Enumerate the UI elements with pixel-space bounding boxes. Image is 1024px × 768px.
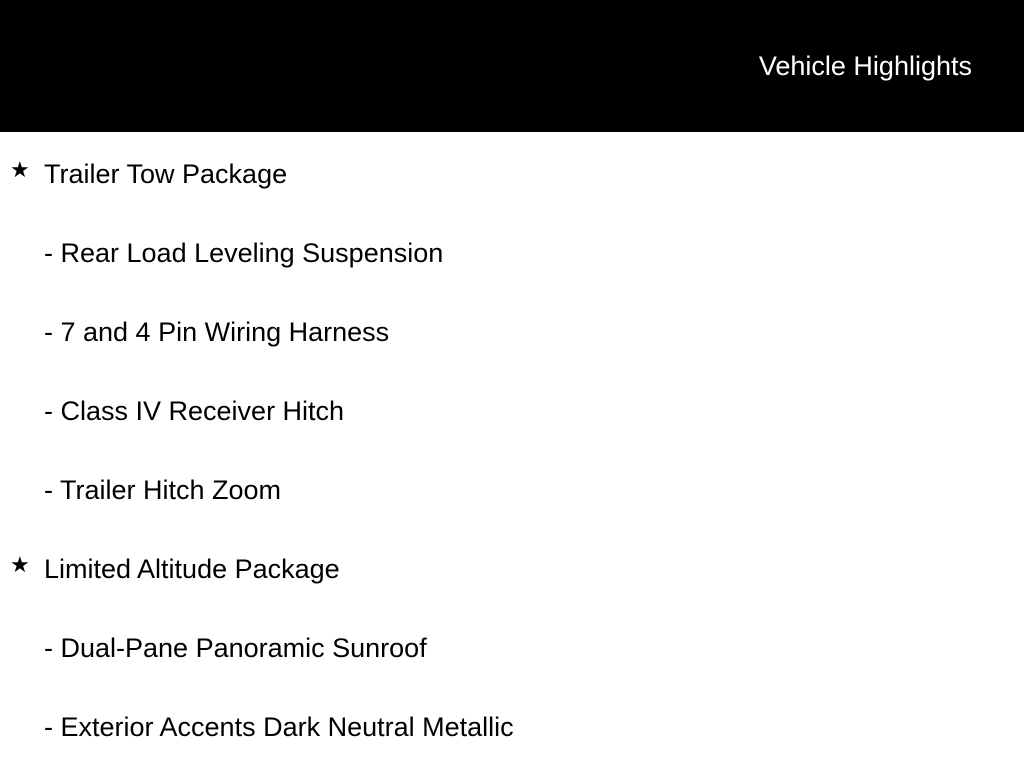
package-row-limited-altitude: [0, 547, 1024, 587]
page-title: Vehicle Highlights: [758, 51, 972, 81]
feature-row: [0, 310, 1024, 350]
header-bar: [0, 0, 1024, 132]
package-label: Limited Altitude Package: [44, 554, 340, 584]
star-icon: ★: [10, 158, 30, 183]
feature-row: [0, 231, 1024, 271]
feature-label: - Rear Load Leveling Suspension: [44, 238, 444, 268]
feature-label: - Trailer Hitch Zoom: [44, 475, 282, 505]
feature-label: - 7 and 4 Pin Wiring Harness: [44, 317, 390, 347]
feature-label: - Exterior Accents Dark Neutral Metallic: [44, 712, 514, 742]
feature-label: - Class IV Receiver Hitch: [44, 396, 345, 426]
package-row-trailer-tow: [0, 152, 1024, 192]
feature-row: [0, 468, 1024, 508]
star-icon: ★: [10, 553, 30, 578]
feature-row: [0, 705, 1024, 745]
feature-row: [0, 626, 1024, 666]
feature-row: [0, 389, 1024, 429]
feature-label: - Dual-Pane Panoramic Sunroof: [44, 633, 427, 663]
package-label: Trailer Tow Package: [44, 159, 288, 189]
